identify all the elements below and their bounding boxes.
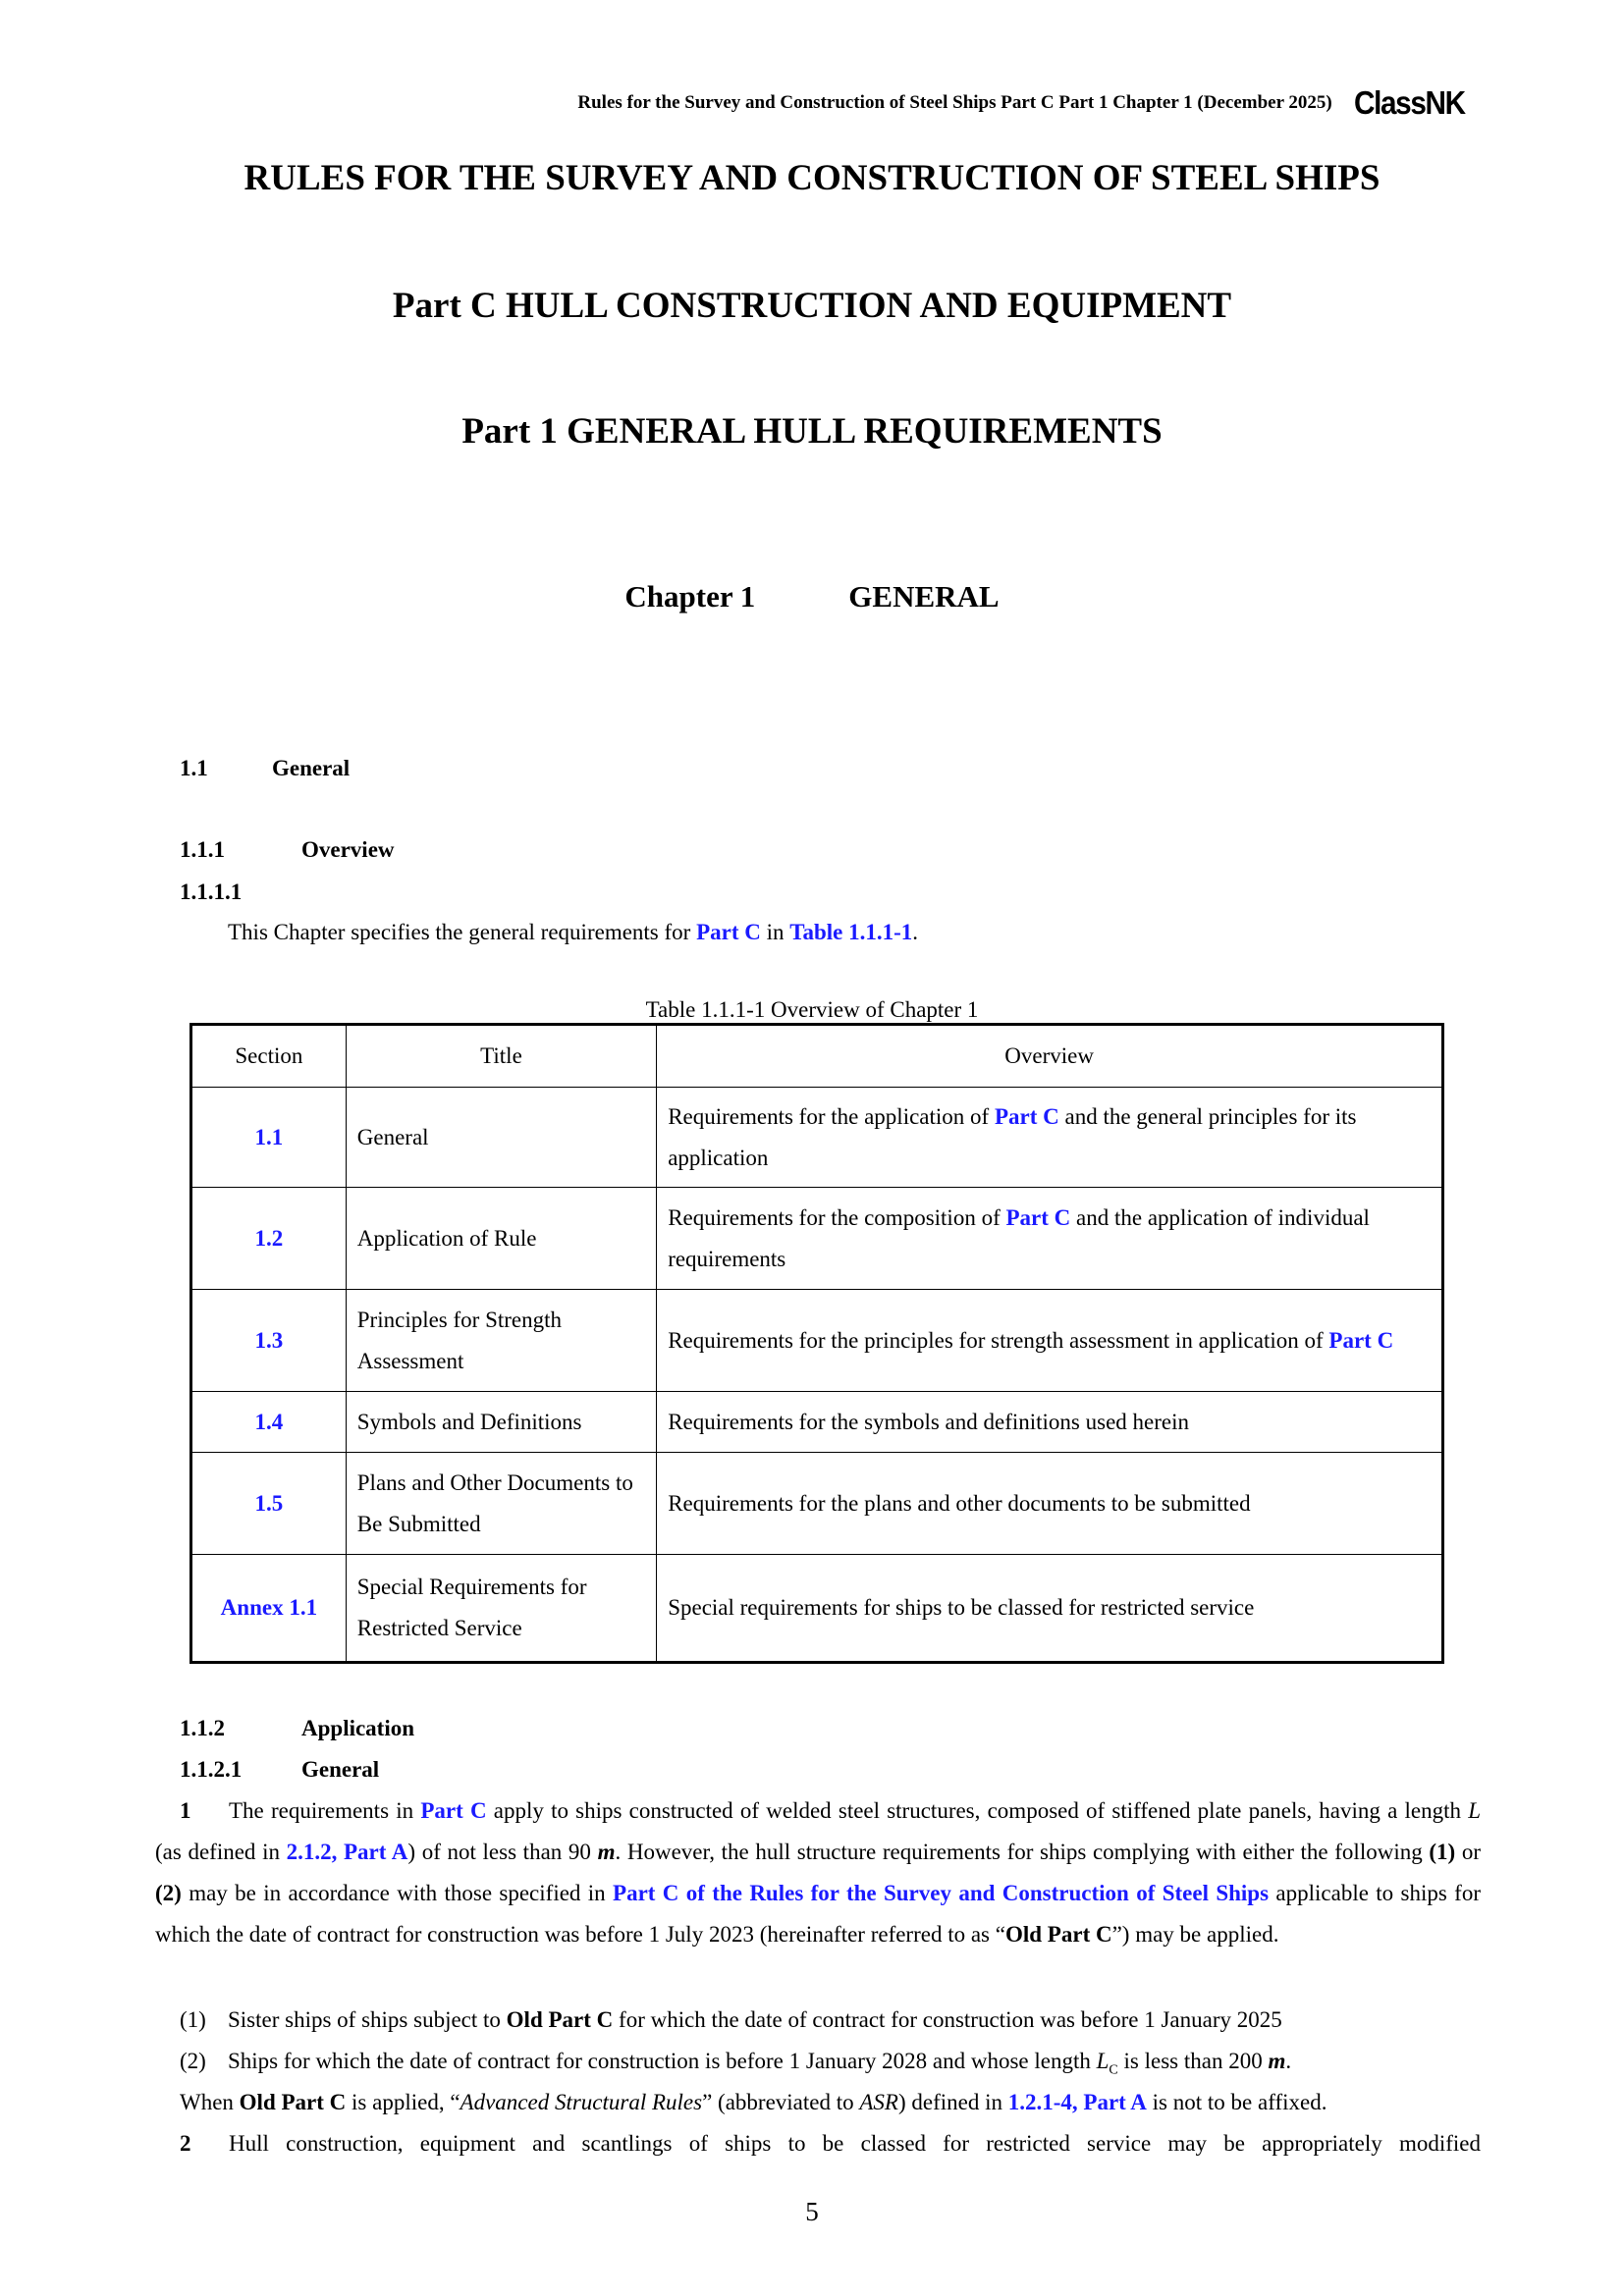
section-1-1-2-title: Application (301, 1716, 415, 1740)
overview-paragraph (228, 919, 918, 946)
running-title: Rules for the Survey and Construction of Steel Ships Part C Part 1 Chapter 1 (December 2025) (577, 92, 1332, 113)
table-row (191, 1290, 1443, 1392)
text-run: Requirements for the application of (668, 1103, 995, 1129)
list-item (180, 2000, 1282, 2041)
item-ref: (1) (1429, 1840, 1456, 1864)
symbol-lc: L (1096, 2049, 1110, 2073)
old-part-c-term: Old Part C (1004, 1922, 1112, 1947)
text-run: may be in accordance with those specified in (181, 1881, 614, 1905)
text-run: Requirements for the composition of (668, 1204, 1006, 1230)
text-run: and the general principles for its application (668, 1103, 1357, 1170)
unit-m: m (1268, 2049, 1286, 2073)
overview-cell (657, 1290, 1443, 1392)
old-part-c-term: Old Part C (506, 2007, 614, 2032)
text-run: or (1455, 1840, 1481, 1864)
page-number: 5 (805, 2197, 819, 2226)
overview-table (189, 1023, 1444, 1664)
title-cell: Application of Rule (346, 1188, 656, 1290)
text-run: apply to ships constructed of welded steel structures, composed of stiffened plate panels, having a length (486, 1798, 1469, 1823)
section-1-1-title: General (272, 756, 351, 780)
text-run: applicable to ships for which the date of contract for construction was before 1 July 2023 (hereinafter referred to as “ (155, 1881, 1481, 1947)
text-run: ”) may be applied. (1111, 1922, 1279, 1947)
header-overview: Overview (657, 1025, 1443, 1088)
table-1-1-1-1-link[interactable]: Table 1.1.1-1 (789, 920, 913, 944)
section-link[interactable]: 1.5 (254, 1490, 284, 1516)
title-cell: Symbols and Definitions (346, 1392, 656, 1453)
text-run: ) defined in (897, 2090, 1008, 2114)
item-number: (2) (180, 2049, 206, 2073)
title-cell: General (346, 1088, 656, 1188)
table-header-row (191, 1025, 1443, 1088)
table-row (191, 1188, 1443, 1290)
table-row (191, 1555, 1443, 1663)
old-part-c-term: Old Part C (239, 2090, 347, 2114)
text-run: is applied, “ (346, 2090, 460, 2114)
table-row (191, 1088, 1443, 1188)
section-cell (191, 1290, 347, 1392)
symbol-l: L (1468, 1798, 1481, 1823)
text-run: . (912, 920, 919, 944)
note-paragraph (180, 2082, 1326, 2123)
item-number: (1) (180, 2007, 206, 2032)
chapter-number: Chapter 1 (624, 579, 756, 614)
text-run: for which the date of contract for construction was before 1 January 2025 (613, 2007, 1282, 2032)
section-cell (191, 1392, 347, 1453)
section-1-1-1-1-number: 1.1.1.1 (180, 880, 243, 904)
text-run: ” (abbreviated to (702, 2090, 860, 2114)
text-run: . (1285, 2049, 1292, 2073)
overview-cell: Requirements for the symbols and definitions used herein (657, 1392, 1443, 1453)
section-cell (191, 1555, 347, 1663)
part-c-link[interactable]: Part C (696, 920, 761, 944)
text-run: . However, the hull structure requirements for ships complying with either the following (615, 1840, 1430, 1864)
title-cell: Principles for Strength Assessment (346, 1290, 656, 1392)
running-header (577, 84, 1477, 122)
overview-cell: Special requirements for ships to be classed for restricted service (657, 1555, 1443, 1663)
section-cell (191, 1453, 347, 1555)
text-run: The requirements in (229, 1798, 421, 1823)
header-section: Section (191, 1025, 347, 1088)
paragraph-2 (155, 2123, 1481, 2164)
text-run: is less than 200 (1117, 2049, 1269, 2073)
asr-abbrev: ASR (859, 2090, 898, 2114)
part-c-link[interactable]: Part C (1005, 1204, 1071, 1230)
section-1-1-1-number: 1.1.1 (180, 837, 225, 862)
text-run: ) of not less than 90 (407, 1840, 598, 1864)
text-run: in (760, 920, 790, 944)
unit-m: m (597, 1840, 616, 1864)
paragraph-number: 2 (180, 2131, 191, 2156)
section-link[interactable]: 1.1 (254, 1124, 284, 1149)
section-1-1-2-number: 1.1.2 (180, 1716, 225, 1740)
overview-cell: Requirements for the plans and other documents to be submitted (657, 1453, 1443, 1555)
section-cell (191, 1088, 347, 1188)
part-a-1-2-1-4-link[interactable]: 1.2.1-4, Part A (1007, 2090, 1147, 2114)
title-cell: Plans and Other Documents to Be Submitted (346, 1453, 656, 1555)
subscript: C (1109, 2062, 1118, 2078)
item-ref: (2) (155, 1881, 182, 1905)
text-run: Requirements for the principles for strength assessment in application of (668, 1327, 1329, 1353)
annex-link[interactable]: Annex 1.1 (220, 1595, 318, 1620)
part-c-link[interactable]: Part C (1328, 1327, 1394, 1353)
title-cell: Special Requirements for Restricted Service (346, 1555, 656, 1663)
paragraph-1 (155, 1790, 1481, 1955)
section-link[interactable]: 1.2 (254, 1225, 284, 1251)
section-1-1-number: 1.1 (180, 756, 208, 780)
part-c-link[interactable]: Part C (420, 1798, 487, 1823)
chapter-name: GENERAL (848, 579, 1000, 614)
text-run: Hull construction, equipment and scantlings of ships to be classed for restricted service may be appropriately modified (229, 2131, 1481, 2156)
table-row (191, 1392, 1443, 1453)
section-cell (191, 1188, 347, 1290)
part-c-link[interactable]: Part C (994, 1103, 1059, 1129)
overview-cell (657, 1088, 1443, 1188)
part-a-2-1-2-link[interactable]: 2.1.2, Part A (286, 1840, 408, 1864)
subpart-title: Part 1 GENERAL HULL REQUIREMENTS (461, 411, 1163, 452)
part-title: Part C HULL CONSTRUCTION AND EQUIPMENT (392, 286, 1232, 326)
paragraph-number: 1 (180, 1798, 191, 1823)
header-title: Title (346, 1025, 656, 1088)
table-row (191, 1453, 1443, 1555)
section-1-1-2-1-title: General (301, 1757, 380, 1782)
text-run: (as defined in (155, 1840, 287, 1864)
text-run: When (180, 2090, 240, 2114)
text-run: Sister ships of ships subject to (228, 2007, 507, 2032)
section-link[interactable]: 1.3 (254, 1327, 284, 1353)
section-link[interactable]: 1.4 (254, 1409, 284, 1434)
text-run: and the application of individual requirements (668, 1204, 1370, 1271)
rules-title: RULES FOR THE SURVEY AND CONSTRUCTION OF STEEL SHIPS (244, 158, 1380, 198)
overview-cell (657, 1188, 1443, 1290)
asr-term: Advanced Structural Rules (460, 2090, 703, 2114)
text-run: Ships for which the date of contract for construction is before 1 January 2028 and whose length (228, 2049, 1097, 2073)
section-1-1-2-1-number: 1.1.2.1 (180, 1757, 243, 1782)
table-caption: Table 1.1.1-1 Overview of Chapter 1 (645, 997, 979, 1022)
section-1-1-1-title: Overview (301, 837, 395, 862)
old-rules-link[interactable]: Part C of the Rules for the Survey and Construction of Steel Ships (613, 1881, 1270, 1905)
chapter-title (0, 579, 1624, 614)
classnk-logo: ClassNK (1353, 84, 1465, 121)
text-run: is not to be affixed. (1146, 2090, 1327, 2114)
text-run: This Chapter specifies the general requirements for (228, 920, 697, 944)
